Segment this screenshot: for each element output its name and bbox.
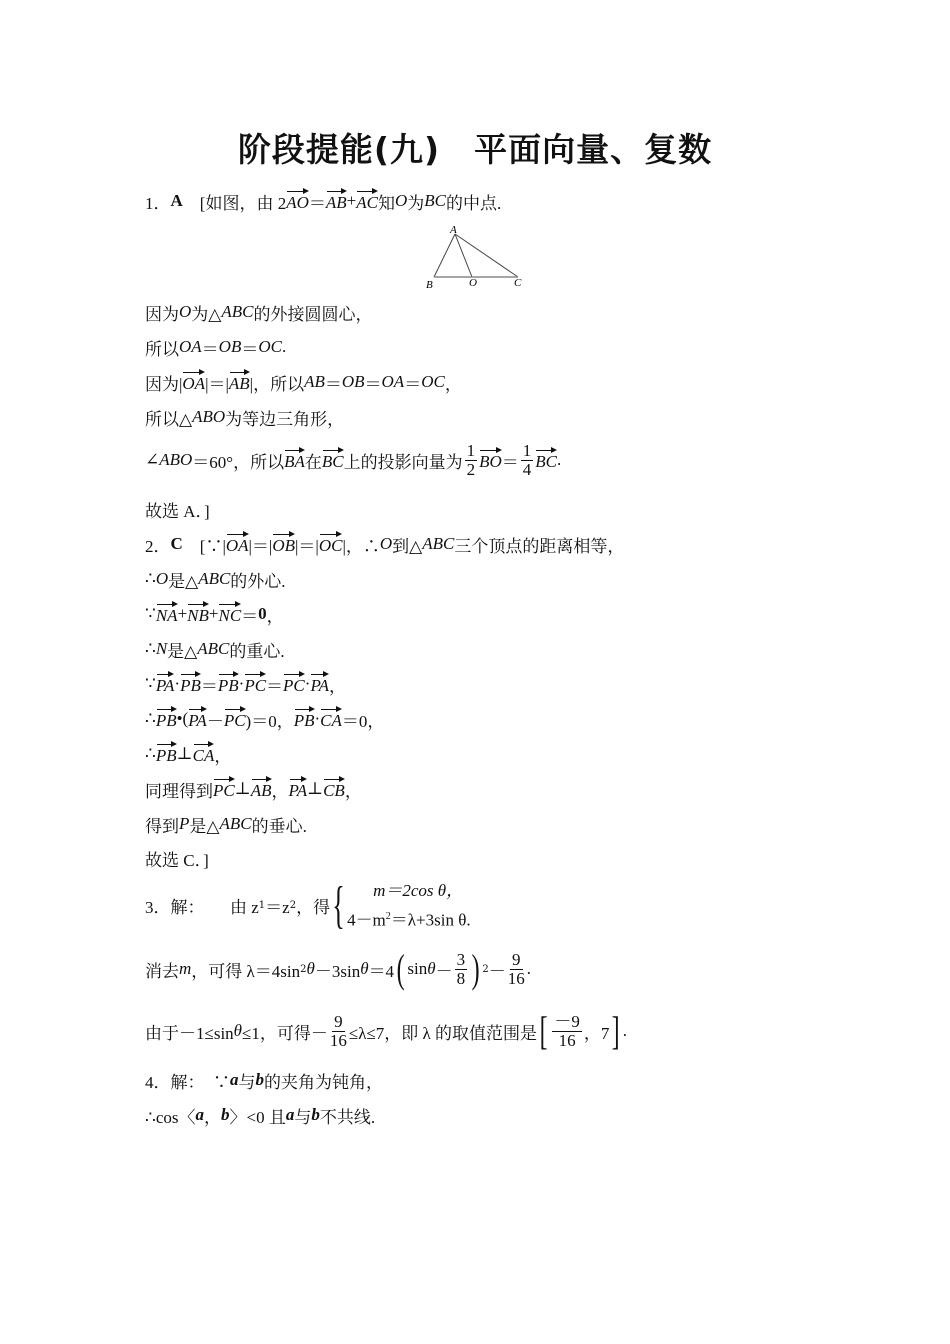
text: 由于－1≤sin — [145, 1023, 234, 1043]
math-symbol: P — [179, 814, 190, 833]
text: ＝ — [364, 374, 382, 394]
vector: CB — [323, 778, 345, 801]
text: 知 — [377, 193, 395, 213]
text: |，∴ — [342, 536, 380, 556]
denominator: 16 — [507, 968, 525, 988]
text: ＝ — [501, 452, 519, 472]
text: 是△ — [189, 816, 220, 836]
text: 与 — [294, 1107, 312, 1127]
vector: AB — [229, 371, 250, 394]
math-symbol: ABC — [197, 639, 230, 658]
text: ， — [344, 781, 362, 801]
vector: OA — [182, 371, 205, 394]
text: 不共线. — [319, 1107, 376, 1127]
answer-letter: C — [170, 534, 183, 553]
text: 为等边三角形， — [225, 409, 345, 429]
numerator: 9 — [512, 949, 521, 969]
numerator: 3 — [456, 949, 466, 969]
text: 三个顶点的距离相等， — [454, 536, 625, 556]
text-line — [145, 402, 344, 432]
equation-system-line — [145, 878, 471, 934]
text: ， — [214, 746, 232, 766]
text: . — [526, 959, 532, 978]
text-line — [145, 332, 286, 362]
text: ∴ — [145, 709, 156, 728]
text: ⊥ — [176, 744, 193, 763]
text: 故选 A．] — [145, 501, 210, 521]
math-symbol: N — [155, 639, 168, 658]
system-prefix: 3．解： 由 z — [145, 898, 259, 918]
math-symbol: OA — [381, 372, 405, 391]
answer-letter: A — [170, 191, 183, 210]
text: ∴ — [145, 744, 156, 763]
text: 的外心. — [230, 571, 286, 591]
vector-symbol: b — [220, 1105, 230, 1124]
math-symbol: θ — [360, 959, 369, 978]
text: [∵| — [182, 536, 226, 556]
vector: OA — [226, 533, 249, 556]
text: ， — [329, 676, 347, 696]
text: － — [435, 961, 453, 981]
vector-symbol: b — [255, 1070, 264, 1089]
vector: PC — [283, 673, 305, 696]
text-line — [145, 367, 462, 397]
text: － — [488, 961, 506, 981]
text-line — [145, 634, 285, 664]
vector: CA — [320, 708, 342, 731]
fraction — [455, 951, 468, 988]
vector: BA — [284, 449, 305, 472]
vector: PB — [294, 708, 315, 731]
text: 的外接圆圆心， — [253, 304, 373, 324]
text: ＝ — [200, 676, 218, 696]
fraction — [521, 442, 534, 479]
text: 4．解： ∵ — [145, 1072, 230, 1092]
math-symbol: O — [394, 191, 408, 210]
math-symbol: θ — [233, 1021, 243, 1040]
vector: PB — [156, 743, 177, 766]
bracket: [ — [539, 1008, 548, 1053]
text: · — [238, 674, 245, 693]
text: ≤λ≤7，即 λ 的取值范围是 — [348, 1023, 538, 1043]
vector: PC — [213, 778, 235, 801]
math-symbol: ABC — [422, 534, 455, 553]
text: 到△ — [392, 536, 423, 556]
text: ， — [271, 781, 289, 801]
fraction — [465, 442, 478, 479]
text: ，可得 λ＝4sin — [191, 961, 301, 981]
vector: BC — [535, 449, 557, 472]
fraction — [508, 951, 525, 988]
system-rows — [347, 878, 471, 934]
text-line — [145, 739, 231, 769]
vector: PC — [244, 673, 266, 696]
figure-label-c: C — [514, 277, 522, 289]
text: ， — [444, 374, 462, 394]
text: |，所以 — [249, 374, 305, 394]
math-symbol: ABC — [219, 814, 252, 833]
math-symbol: O — [155, 569, 169, 588]
text: |＝| — [205, 374, 229, 394]
fraction — [330, 1013, 347, 1050]
figure-label-b: B — [426, 279, 433, 291]
vector: PA — [310, 673, 329, 696]
text-line — [145, 564, 286, 594]
text-line — [145, 1065, 383, 1095]
math-symbol: OC — [421, 372, 445, 391]
subscript: 1 — [258, 900, 266, 912]
text: ＝ — [324, 374, 342, 394]
vector: PB — [218, 673, 239, 696]
text: |＝| — [295, 536, 319, 556]
text: sin — [407, 959, 428, 978]
text: 1． — [145, 193, 171, 213]
math-symbol: AB — [304, 372, 325, 391]
bracket: ) — [471, 946, 480, 991]
vector: PA — [156, 673, 175, 696]
text: ＝ — [241, 339, 259, 359]
text: 得到 — [145, 816, 179, 836]
text: ∵ — [145, 674, 156, 693]
text: + — [177, 604, 188, 623]
text: · — [174, 674, 181, 693]
text-line — [145, 774, 362, 804]
text: )＝0， — [245, 711, 294, 731]
vector: PA — [188, 708, 207, 731]
numerator: －9 — [554, 1011, 580, 1031]
text: ＝ — [308, 193, 326, 213]
text: 的重心. — [229, 641, 285, 661]
math-symbol: ABO — [159, 450, 193, 469]
subscript: 2 — [289, 900, 297, 912]
text: － — [206, 711, 224, 731]
denominator: 4 — [522, 459, 532, 479]
text: ∴ — [145, 569, 156, 588]
text: 因为 — [145, 304, 179, 324]
math-symbol: OB — [341, 372, 365, 391]
row2-b: ＝λ+3sin θ. — [390, 910, 471, 930]
vector: OC — [319, 533, 343, 556]
math-symbol: ABC — [198, 569, 231, 588]
vector: BO — [479, 449, 502, 472]
text-line — [145, 946, 532, 991]
text: 的中点. — [446, 193, 502, 213]
text-line — [145, 1100, 375, 1130]
text: · — [314, 709, 321, 728]
left-brace: { — [332, 876, 345, 934]
text: . — [281, 337, 287, 356]
vector: AO — [286, 190, 309, 213]
system-row-1: m＝2cos θ， — [373, 881, 464, 900]
text: |＝| — [248, 536, 273, 556]
text: 所以 — [145, 339, 179, 359]
text: ＝4 — [368, 961, 395, 981]
math-symbol: BC — [424, 191, 446, 210]
superscript: 2 — [385, 911, 391, 922]
vector: NC — [218, 603, 241, 626]
denominator: 16 — [329, 1030, 347, 1050]
text: ⊥ — [307, 779, 324, 798]
text-line — [145, 440, 562, 479]
bracket: ( — [396, 946, 405, 991]
vector: OB — [272, 533, 295, 556]
text: [如图，由 2 — [182, 193, 287, 213]
text: ＝0， — [341, 711, 385, 731]
text: 所以△ — [145, 409, 193, 429]
math-symbol: θ — [306, 959, 315, 978]
text: 为△ — [191, 304, 222, 324]
text: 在 — [304, 452, 322, 472]
vector: PA — [289, 778, 308, 801]
text: 的垂心. — [251, 816, 307, 836]
text: 的夹角为钝角， — [264, 1072, 383, 1092]
vector: CA — [193, 743, 215, 766]
text: ⊥ — [234, 779, 251, 798]
text: 为 — [407, 193, 425, 213]
text-line — [145, 1008, 627, 1053]
vector: BC — [322, 449, 344, 472]
text: . — [622, 1021, 627, 1040]
denominator: 16 — [558, 1030, 576, 1050]
numerator: 9 — [334, 1011, 343, 1031]
text: 因为| — [145, 374, 183, 394]
math-symbol: θ — [427, 959, 436, 978]
text-line — [145, 669, 346, 699]
superscript: 2 — [300, 963, 307, 975]
math-symbol: OA — [179, 337, 202, 356]
text-line — [145, 186, 501, 216]
math-symbol: ABC — [221, 302, 254, 321]
text: 故选 C．] — [145, 850, 209, 870]
text: ＝ — [404, 374, 422, 394]
fraction — [552, 1013, 582, 1050]
vector: NA — [156, 603, 178, 626]
text: ＝ — [266, 676, 284, 696]
text: 2． — [145, 536, 171, 556]
system-get: ，得 — [296, 898, 331, 918]
text: ≤1，可得－ — [242, 1023, 328, 1043]
answer-letter: 0 — [258, 604, 267, 623]
text: 消去 — [145, 961, 179, 981]
text: · — [304, 674, 311, 693]
vector: AB — [251, 778, 272, 801]
math-symbol: OC — [258, 337, 282, 356]
vector: PC — [224, 708, 246, 731]
row2-a: 4－m — [347, 910, 386, 930]
text: ∠ — [145, 450, 160, 469]
superscript: 2 — [482, 963, 489, 975]
page-title: 阶段提能(九) 平面向量、复数 — [237, 130, 713, 169]
vector: AC — [356, 190, 378, 213]
text: ＝ — [241, 606, 259, 626]
text-line — [145, 843, 209, 873]
figure-label-o: O — [469, 277, 477, 289]
vector-symbol: a — [230, 1070, 239, 1089]
denominator: 2 — [466, 459, 476, 479]
text: ，7 — [583, 1023, 610, 1043]
text-line — [145, 809, 307, 839]
text: 是△ — [167, 641, 198, 661]
text: －3sin — [314, 961, 361, 981]
text-line — [145, 599, 284, 629]
system-row-2 — [347, 904, 471, 934]
text: ＝60°，所以 — [192, 452, 285, 472]
text: ∵ — [145, 604, 156, 623]
vector: AB — [326, 190, 347, 213]
text: ∴ — [145, 639, 156, 658]
math-symbol: O — [379, 534, 393, 553]
math-symbol: ABO — [192, 407, 226, 426]
text: 是△ — [168, 571, 199, 591]
vector-symbol: b — [311, 1105, 320, 1124]
text: 与 — [238, 1072, 256, 1092]
text-line — [145, 494, 210, 524]
text: ＝ — [201, 339, 219, 359]
text: •( — [176, 709, 189, 728]
numerator: 1 — [466, 440, 476, 460]
text: ∴cos〈 — [145, 1107, 196, 1127]
numerator: 1 — [522, 440, 532, 460]
vector: NB — [187, 603, 209, 626]
vector-symbol: a — [285, 1105, 295, 1124]
text: + — [208, 604, 219, 623]
text: + — [346, 191, 357, 210]
vector: PB — [180, 673, 201, 696]
figure-label-a: A — [450, 224, 457, 236]
vector-symbol: a — [195, 1105, 204, 1124]
text-line — [145, 704, 384, 734]
text: . — [557, 450, 562, 469]
math-symbol: OB — [218, 337, 242, 356]
denominator: 8 — [456, 968, 466, 988]
math-symbol: O — [179, 302, 192, 321]
system-eq: ＝z — [265, 898, 290, 918]
text: 上的投影向量为 — [343, 452, 463, 472]
text-line — [145, 297, 372, 327]
triangle-figure — [420, 222, 530, 292]
vector: PB — [156, 708, 177, 731]
math-symbol: m — [179, 959, 192, 978]
bracket: ] — [612, 1008, 621, 1053]
text: ， — [266, 606, 284, 626]
text: ， — [203, 1107, 221, 1127]
text: 〉<0 且 — [229, 1107, 286, 1127]
text-line — [145, 529, 624, 559]
text: 同理得到 — [145, 781, 213, 801]
